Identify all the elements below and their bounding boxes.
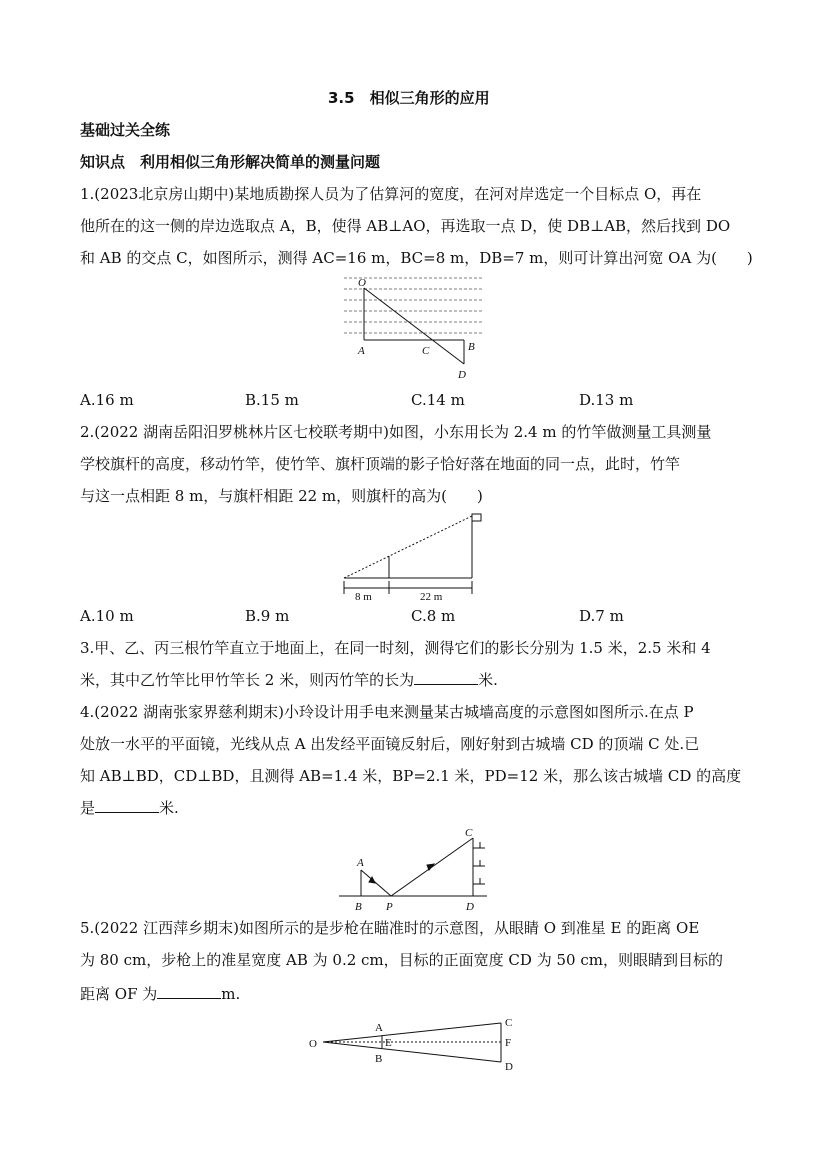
q3-answer-blank[interactable] bbox=[414, 670, 478, 685]
q1-label-c: C bbox=[422, 345, 430, 357]
q5-label-f: F bbox=[505, 1037, 512, 1049]
q4-line4-unit: 米. bbox=[159, 799, 179, 817]
q4-label-a: A bbox=[357, 857, 364, 869]
q2-flagpole-figure bbox=[340, 508, 490, 602]
q5-label-c: C bbox=[505, 1017, 513, 1029]
q4-line4-text: 是 bbox=[80, 799, 96, 817]
page-title: 3.5 相似三角形的应用 bbox=[328, 89, 490, 107]
q3-line1: 3.甲、乙、丙三根竹竿直立于地面上，在同一时刻，测得它们的影长分别为 1.5 米，2.5 米和 4 bbox=[80, 639, 711, 657]
q5-label-b: B bbox=[375, 1053, 383, 1065]
q1-label-d: D bbox=[458, 369, 466, 381]
q4-line3: 知 AB⊥BD，CD⊥BD，且测得 AB=1.4 米，BP=2.1 米，PD=12 米，那么该古城墙 CD 的高度 bbox=[80, 767, 742, 785]
q2-option-d: D.7 m bbox=[579, 607, 624, 625]
q4-answer-blank[interactable] bbox=[95, 798, 159, 813]
q1-label-b: B bbox=[468, 341, 475, 353]
q4-label-b: B bbox=[355, 901, 362, 913]
q5-label-e: E bbox=[385, 1037, 392, 1049]
q5-line2: 为 80 cm，步枪上的准星宽度 AB 为 0.2 cm，目标的正面宽度 CD 为 50 cm，则眼睛到目标的 bbox=[80, 951, 723, 969]
topic-heading: 知识点 利用相似三角形解决简单的测量问题 bbox=[80, 153, 381, 171]
q1-option-b: B.15 m bbox=[245, 391, 299, 409]
q2-option-a: A.10 m bbox=[80, 607, 134, 625]
q5-line3-unit: m. bbox=[221, 985, 241, 1003]
q5-label-a: A bbox=[375, 1022, 383, 1034]
q2-line2: 学校旗杆的高度，移动竹竿，使竹竿、旗杆顶端的影子恰好落在地面的同一点，此时，竹竿 bbox=[80, 455, 681, 473]
q5-label-o: O bbox=[309, 1038, 317, 1050]
q3-line2 bbox=[80, 670, 498, 690]
q2-dim-22m: 22 m bbox=[420, 591, 443, 603]
q5-line1: 5.(2022 江西萍乡期末)如图所示的是步枪在瞄准时的示意图，从眼睛 O 到准星 E 的距离 OE bbox=[80, 919, 700, 937]
q5-label-d: D bbox=[505, 1061, 513, 1073]
q2-dim-8m: 8 m bbox=[355, 591, 372, 603]
q5-answer-blank[interactable] bbox=[157, 984, 221, 999]
q5-rifle-figure bbox=[305, 1012, 525, 1074]
q2-option-c: C.8 m bbox=[411, 607, 456, 625]
q1-option-c: C.14 m bbox=[411, 391, 465, 409]
q2-line3: 与这一点相距 8 m，与旗杆相距 22 m，则旗杆的高为( ) bbox=[80, 487, 483, 505]
q1-option-a: A.16 m bbox=[80, 391, 134, 409]
q1-line1: 1.(2023北京房山期中)某地质勘探人员为了估算河的宽度，在河对岸选定一个目标点 O，再在 bbox=[80, 185, 702, 203]
q3-line2-unit: 米. bbox=[478, 671, 498, 689]
q4-line2: 处放一水平的平面镜，光线从点 A 出发经平面镜反射后，刚好射到古城墙 CD 的顶端 C 处.已 bbox=[80, 735, 700, 753]
q2-line1: 2.(2022 湖南岳阳汨罗桃林片区七校联考期中)如图，小东用长为 2.4 m 的竹竿做测量工具测量 bbox=[80, 423, 712, 441]
q1-label-o: O bbox=[358, 277, 366, 289]
q4-label-c: C bbox=[465, 827, 473, 839]
q1-river-figure bbox=[330, 272, 500, 384]
q4-label-d: D bbox=[466, 901, 474, 913]
q1-option-d: D.13 m bbox=[579, 391, 634, 409]
q4-wall-figure bbox=[335, 826, 495, 914]
q1-line2: 他所在的这一侧的岸边选取点 A，B，使得 AB⊥AO，再选取一点 D，使 DB⊥AB，然后找到 DO bbox=[80, 217, 731, 235]
q1-label-a: A bbox=[358, 345, 365, 357]
q5-line3-text: 距离 OF 为 bbox=[80, 985, 158, 1003]
q5-line3 bbox=[80, 984, 240, 1004]
section-heading: 基础过关全练 bbox=[80, 121, 171, 139]
q3-line2-text: 米，其中乙竹竿比甲竹竿长 2 米，则丙竹竿的长为 bbox=[80, 671, 415, 689]
q4-line1: 4.(2022 湖南张家界慈利期末)小玲设计用手电来测量某古城墙高度的示意图如图所示.在点 P bbox=[80, 703, 694, 721]
q4-line4 bbox=[80, 798, 179, 818]
q4-label-p: P bbox=[386, 901, 393, 913]
q2-option-b: B.9 m bbox=[245, 607, 290, 625]
q1-line3: 和 AB 的交点 C，如图所示，测得 AC=16 m，BC=8 m，DB=7 m，则可计算出河宽 OA 为( ) bbox=[80, 249, 753, 267]
